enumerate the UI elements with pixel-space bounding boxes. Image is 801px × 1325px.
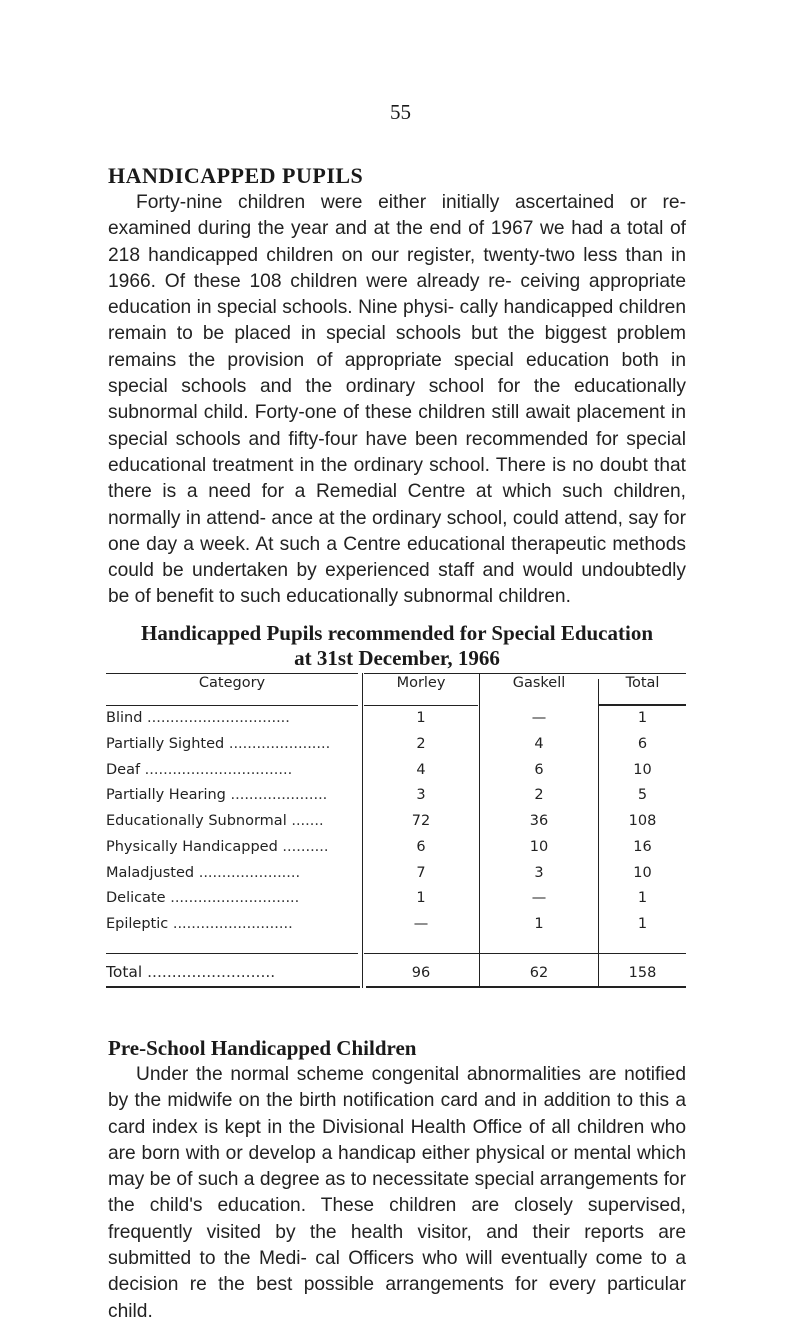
row-maladjusted-gaskell: 3 [534,865,544,881]
header-rule-category [106,705,358,706]
row-physically-handicapped-gaskell: 10 [529,839,549,855]
row-total-total: 158 [628,965,657,981]
row-physically-handicapped-morley: 6 [416,839,426,855]
row-partially-hearing-morley: 3 [416,787,426,803]
table-top-rule-left [106,673,358,674]
row-maladjusted-total: 10 [633,865,652,881]
section-heading: HANDICAPPED PUPILS [108,163,364,188]
statistics-table [106,673,686,989]
total-top-rule-right [364,953,686,954]
row-epileptic-morley: — [413,916,429,932]
header-rule-morley [364,705,478,706]
subsection-heading: Pre-School Handicapped Children [108,1036,417,1060]
row-deaf-morley: 4 [416,762,426,778]
row-partially-sighted-label: Partially Sighted ...................... [106,736,331,752]
table-title-line-2: at 31st December, 1966 [294,646,500,670]
row-blind-total: 1 [637,710,648,726]
row-partially-sighted-gaskell: 4 [534,736,544,752]
row-maladjusted-label: Maladjusted ...................... [106,865,301,881]
row-delicate-total: 1 [637,890,648,906]
row-epileptic-total: 1 [637,916,648,932]
paragraph-pre-school: Under the normal scheme congenital abnormalities are notified by the midwife on the birth notification card and in addition to this a card index is kept in the Divisional Health Office of all children who are born with or develop a handicap either physical or mental which may be of such a degree as to necessitate special arrangements for the child's education. These children are closely supervised, frequently visited by the health visitor, and their reports are submitted to the Medi- cal Officers who will eventually come to a decision re the best possible arrangements for every particular child. [108,1064,686,1322]
row-deaf-gaskell: 6 [534,762,544,778]
row-blind-gaskell: — [531,710,547,726]
row-educationally-subnormal-label: Educationally Subnormal ....... [106,813,324,829]
row-educationally-subnormal-morley: 72 [411,813,431,829]
table-title [108,621,686,671]
row-total-morley: 96 [411,965,431,981]
row-partially-sighted-total: 6 [637,736,648,752]
row-epileptic-gaskell: 1 [534,916,544,932]
table-title-line-1: Handicapped Pupils recommended for Special Education [140,621,654,645]
row-blind-morley: 1 [416,710,426,726]
header-morley: Morley [396,675,446,691]
header-gaskell: Gaskell [512,675,566,691]
row-physically-handicapped-total: 16 [633,839,652,855]
row-partially-hearing-gaskell: 2 [534,787,544,803]
table-bottom-rule-left [106,986,360,988]
total-top-rule-left [106,953,358,954]
row-delicate-label: Delicate ............................ [106,890,300,906]
row-physically-handicapped-label: Physically Handicapped .......... [106,839,329,855]
row-delicate-gaskell: — [531,890,547,906]
header-total: Total [625,675,660,691]
row-deaf-label: Deaf ................................ [106,762,293,778]
row-delicate-morley: 1 [416,890,426,906]
page-number: 55 [390,100,411,124]
row-partially-hearing-total: 5 [637,787,648,803]
row-total-label: Total .......................... [106,963,276,981]
row-maladjusted-morley: 7 [416,865,426,881]
row-educationally-subnormal-total: 108 [628,813,657,829]
row-epileptic-label: Epileptic .......................... [106,916,293,932]
header-rule-total [599,704,686,706]
row-deaf-total: 10 [633,762,652,778]
row-partially-sighted-morley: 2 [416,736,426,752]
header-category: Category [198,675,266,691]
row-partially-hearing-label: Partially Hearing ..................... [106,787,328,803]
table-bottom-rule-right [366,986,686,988]
row-educationally-subnormal-gaskell: 36 [529,813,549,829]
column-rule-1 [362,673,363,988]
row-blind-label: Blind ............................... [106,710,290,726]
table-top-rule-right [364,673,686,674]
row-total-gaskell: 62 [529,965,549,981]
paragraph-handicapped-pupils: Forty-nine children were either initially ascertained or re-examined during the year and at the end of 1967 we had a total of 218 handicapped children on our register, twenty-two less than in 1966. Of these 108 children were already re- ceiving appropriate education in special schools. Nine physi- cally handicapped children remain to be placed in special schools but the biggest problem remains the provision of appropriate special education both in special schools and the ordinary school for the educationally subnormal child. Forty-one of these children still await placement in special schools and fifty-four have been recommended for special educational treatment in the ordinary school. There is no doubt that there is a need for a Remedial Centre at which such children, normally in attend- ance at the ordinary school, could attend, say for one day a week. At such a Centre educational therapeutic methods could be undertaken by experienced staff and would undoubtedly be of benefit to such educationally subnormal children. [108,192,686,608]
